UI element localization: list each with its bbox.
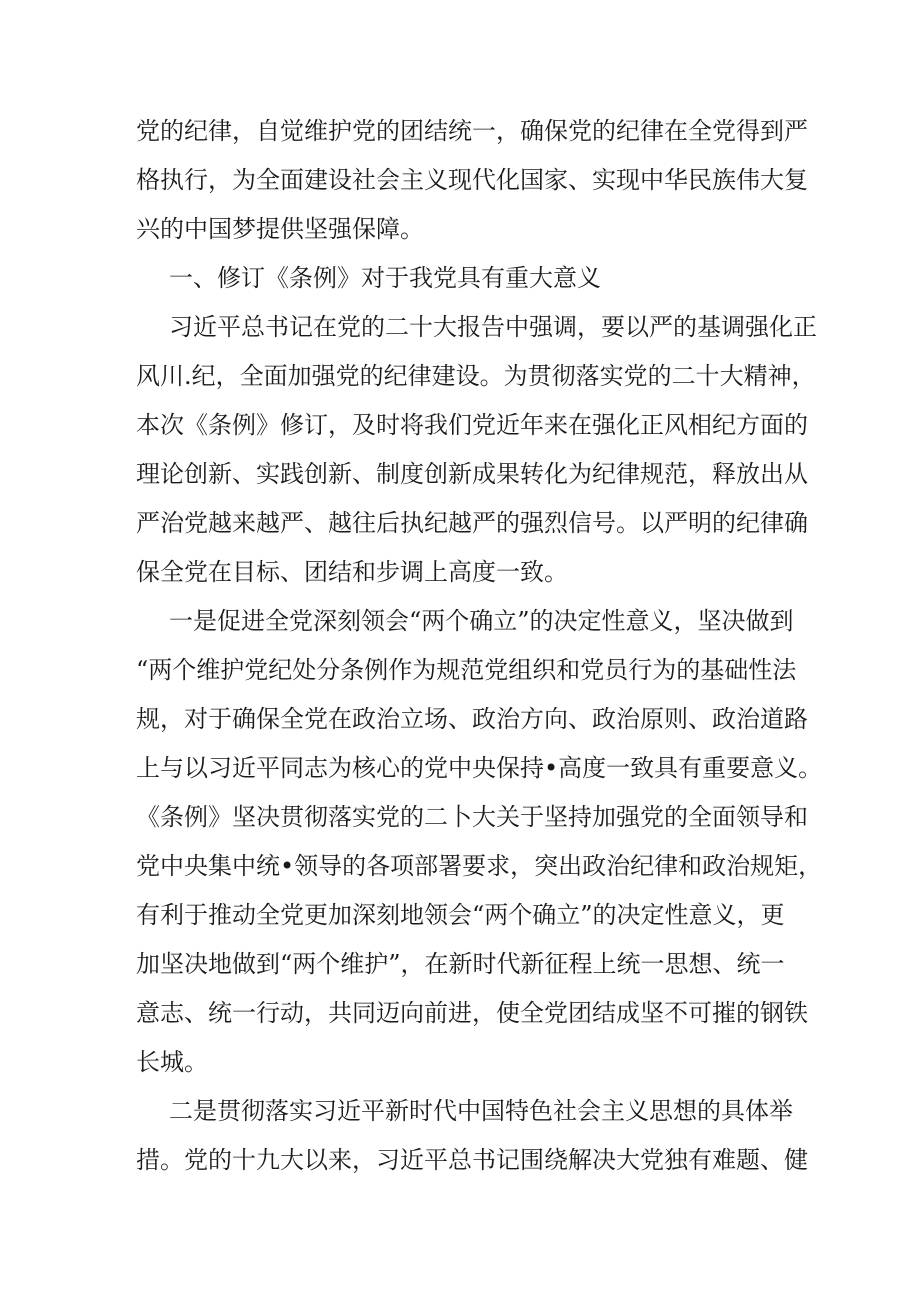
text-line: 兴的中国梦提供坚强保障。 bbox=[136, 215, 424, 243]
text-line: 风川.纪，全面加强党的纪律建设。为贯彻落实党的二十大精神， bbox=[136, 362, 816, 390]
text-line: 上与以习近平同志为核心的党中央保持•高度一致具有重要意义。 bbox=[136, 754, 823, 782]
text-line: 意志、统一行动，共同迈向前进，使全党团结成坚不可摧的钢铁 bbox=[136, 999, 808, 1027]
text-line: 措。党的十九大以来，习近平总书记围绕解决大党独有难题、健 bbox=[136, 1146, 808, 1174]
text-line: 严治党越来越严、越往后执纪越严的强烈信号。以严明的纪律确 bbox=[136, 509, 808, 537]
text-line: 习近平总书记在党的二十大报告中强调，要以严的基调强化正 bbox=[169, 313, 817, 341]
text-line: “两个维护党纪处分条例作为规范党组织和党员行为的基础性法 bbox=[136, 656, 797, 684]
text-line: 一是促进全党深刻领会“两个确立”的决定性意义，坚决做到 bbox=[169, 607, 794, 635]
text-line: 保全党在目标、团结和步调上高度一致。 bbox=[136, 558, 568, 586]
document-body bbox=[136, 107, 823, 1185]
text-line: 规，对于确保全党在政治立场、政治方向、政治原则、政治道路 bbox=[136, 705, 808, 733]
text-line: 理论创新、实践创新、制度创新成果转化为纪律规范，释放出从 bbox=[136, 460, 808, 488]
text-line: 党的纪律，自觉维护党的团结统一，确保党的纪律在全党得到严 bbox=[136, 117, 808, 145]
text-line: 加坚决地做到“两个维护”，在新时代新征程上统一思想、统一 bbox=[136, 950, 785, 978]
text-line: 有利于推动全党更加深刻地领会“两个确立”的决定性意义，更 bbox=[136, 901, 785, 929]
section-heading: 一、修订《条例》对于我党具有重大意义 bbox=[169, 264, 601, 292]
text-line: 格执行，为全面建设社会主义现代化国家、实现中华民族伟大复 bbox=[136, 166, 808, 194]
text-line: 党中央集中统•领导的各项部署要求，突出政治纪律和政治规矩， bbox=[136, 852, 823, 880]
text-line: 《条例》坚决贯彻落实党的二卜大关于坚持加强党的全面领导和 bbox=[136, 803, 808, 831]
text-line: 长城。 bbox=[136, 1048, 208, 1076]
text-line: 二是贯彻落实习近平新时代中国特色社会主义思想的具体举 bbox=[169, 1097, 793, 1125]
text-line: 本次《条例》修订，及时将我们党近年来在强化正风相纪方面的 bbox=[136, 411, 808, 439]
